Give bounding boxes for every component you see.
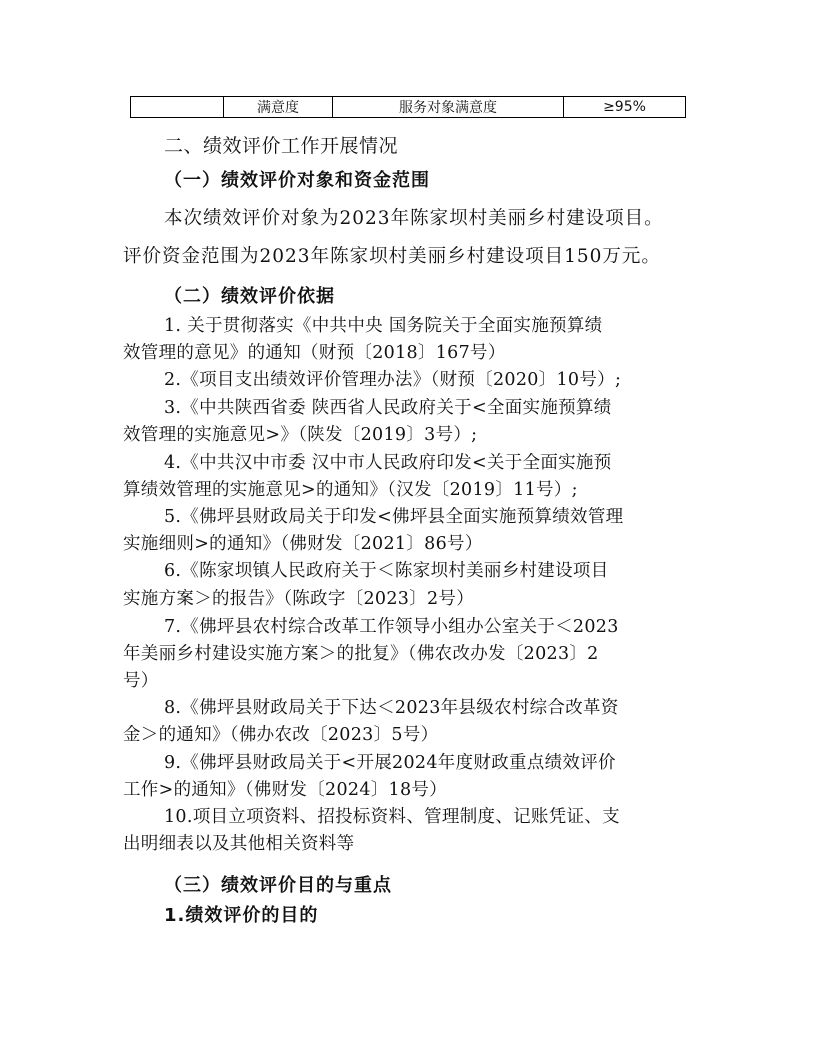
list-item: 10.项目立项资料、招投标资料、管理制度、记账凭证、支 bbox=[164, 807, 620, 827]
list-item: 年美丽乡村建设实施方案＞的批复》（佛农改办发〔2023〕2 bbox=[123, 644, 599, 664]
list-item: 1. 关于贯彻落实《中共中央 国务院关于全面实施预算绩 bbox=[164, 316, 603, 336]
table-cell: 满意度 bbox=[224, 97, 333, 118]
list-item: 金＞的通知》（佛办农改〔2023〕5号） bbox=[123, 725, 439, 745]
list-item: 9.《佛坪县财政局关于<开展2024年度财政重点绩效评价 bbox=[164, 753, 616, 773]
list-item: 实施方案＞的报告》（陈政字〔2023〕2号） bbox=[123, 589, 475, 609]
paragraph-line: 评价资金范围为2023年陈家坝村美丽乡村建设项目150万元。 bbox=[123, 246, 661, 267]
list-item: 5.《佛坪县财政局关于印发<佛坪县全面实施预算绩效管理 bbox=[164, 507, 624, 527]
list-item: 实施细则>的通知》（佛财发〔2021〕86号） bbox=[123, 534, 483, 554]
list-item: 出明细表以及其他相关资料等 bbox=[123, 834, 355, 854]
paragraph-line: 本次绩效评价对象为2023年陈家坝村美丽乡村建设项目。 bbox=[164, 208, 664, 229]
subsection-heading: （一）绩效评价对象和资金范围 bbox=[164, 170, 430, 191]
table-row bbox=[131, 97, 686, 118]
list-item: 6.《陈家坝镇人民政府关于＜陈家坝村美丽乡村建设项目 bbox=[164, 561, 609, 581]
list-item: 效管理的实施意见>》（陕发〔2019〕3号）; bbox=[123, 425, 478, 445]
list-item: 号） bbox=[123, 671, 159, 691]
table-cell bbox=[131, 97, 224, 118]
list-item: 工作>的通知》（佛财发〔2024〕18号） bbox=[123, 780, 448, 800]
list-item: 8.《佛坪县财政局关于下达＜2023年县级农村综合改革资 bbox=[164, 698, 619, 718]
item-heading: 1.绩效评价的目的 bbox=[164, 905, 319, 926]
subsection-heading: （三）绩效评价目的与重点 bbox=[164, 875, 392, 896]
section-heading: 二、绩效评价工作开展情况 bbox=[164, 135, 399, 157]
list-item: 算绩效管理的实施意见>的通知》（汉发〔2019〕11号）; bbox=[123, 480, 578, 500]
table-cell: 服务对象满意度 bbox=[333, 97, 564, 118]
list-item: 4.《中共汉中市委 汉中市人民政府印发<关于全面实施预 bbox=[164, 453, 612, 473]
metrics-table bbox=[130, 96, 686, 118]
list-item: 3.《中共陕西省委 陕西省人民政府关于<全面实施预算绩 bbox=[164, 398, 612, 418]
list-item: 效管理的意见》的通知（财预〔2018〕167号） bbox=[123, 343, 506, 363]
subsection-heading: （二）绩效评价依据 bbox=[164, 286, 335, 307]
list-item: 2.《项目支出绩效评价管理办法》（财预〔2020〕10号）; bbox=[164, 370, 622, 390]
list-item: 7.《佛坪县农村综合改革工作领导小组办公室关于＜2023 bbox=[164, 617, 619, 637]
table-cell: ≥95% bbox=[564, 97, 686, 118]
